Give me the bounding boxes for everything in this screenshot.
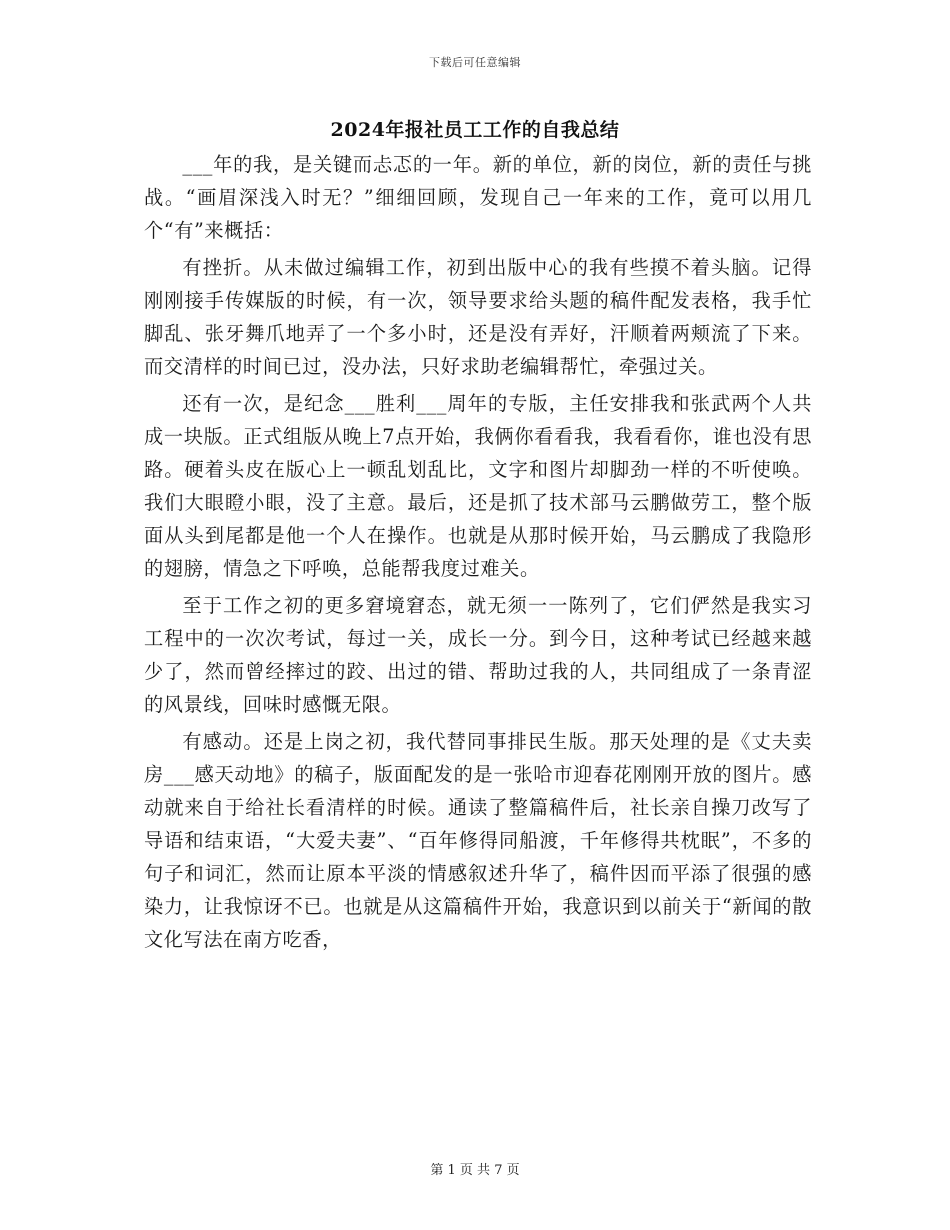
document-title: 2024年报社员工工作的自我总结 bbox=[330, 119, 620, 141]
page-header-note: 下载后可任意编辑 bbox=[429, 56, 521, 69]
paragraph-early-struggles: 至于工作之初的更多窘境窘态，就无须一一陈列了，它们俨然是我实习工程中的一次次考试，每过一关，成长一分。到今日，这种考试已经越来越少了，然而曾经摔过的跤、出过的错、帮助过我的人，共同组成了一条青涩的风景线，回味时感慨无限。 bbox=[144, 594, 812, 716]
paragraph-special-edition: 还有一次，是纪念___胜利___周年的专版，主任安排我和张武两个人共成一块版。正式组版从晚上7点开始，我俩你看看我，我看看你，谁也没有思路。硬着头皮在版心上一顿乱划乱比，文字和图片却脚劲一样的不听使唤。我们大眼瞪小眼，没了主意。最后，还是抓了技术部马云鹏做劳工，整个版面从头到尾都是他一个人在操作。也就是从那时候开始，马云鹏成了我隐形的翅膀，情急之下呼唤，总能帮我度过难关。 bbox=[144, 392, 812, 580]
page-number: 第 1 页 共 7 页 bbox=[430, 1163, 520, 1178]
document-body bbox=[144, 148, 812, 960]
paragraph-intro: ___年的我，是关键而忐忑的一年。新的单位，新的岗位，新的责任与挑战。“画眉深浅入时无？”细细回顾，发现自己一年来的工作，竟可以用几个“有”来概括： bbox=[144, 153, 812, 242]
paragraph-setback: 有挫折。从未做过编辑工作，初到出版中心的我有些摸不着头脑。记得刚刚接手传媒版的时候，有一次，领导要求给头题的稿件配发表格，我手忙脚乱、张牙舞爪地弄了一个多小时，还是没有弄好，汗顺着两颊流了下来。而交清样的时间已过，没办法，只好求助老编辑帮忙，牵强过关。 bbox=[144, 256, 812, 378]
paragraph-moved: 有感动。还是上岗之初，我代替同事排民生版。那天处理的是《丈夫卖房___感天动地》的稿子，版面配发的是一张哈市迎春花刚刚开放的图片。感动就来自于给社长看清样的时候。通读了整篇稿件后，社长亲自操刀改写了导语和结束语，“大爱夫妻”、“百年修得同船渡，千年修得共枕眠”，不多的句子和词汇，然而让原本平淡的情感叙述升华了，稿件因而平添了很强的感染力，让我惊讶不已。也就是从这篇稿件开始，我意识到以前关于“新闻的散文化写法在南方吃香， bbox=[144, 730, 812, 951]
